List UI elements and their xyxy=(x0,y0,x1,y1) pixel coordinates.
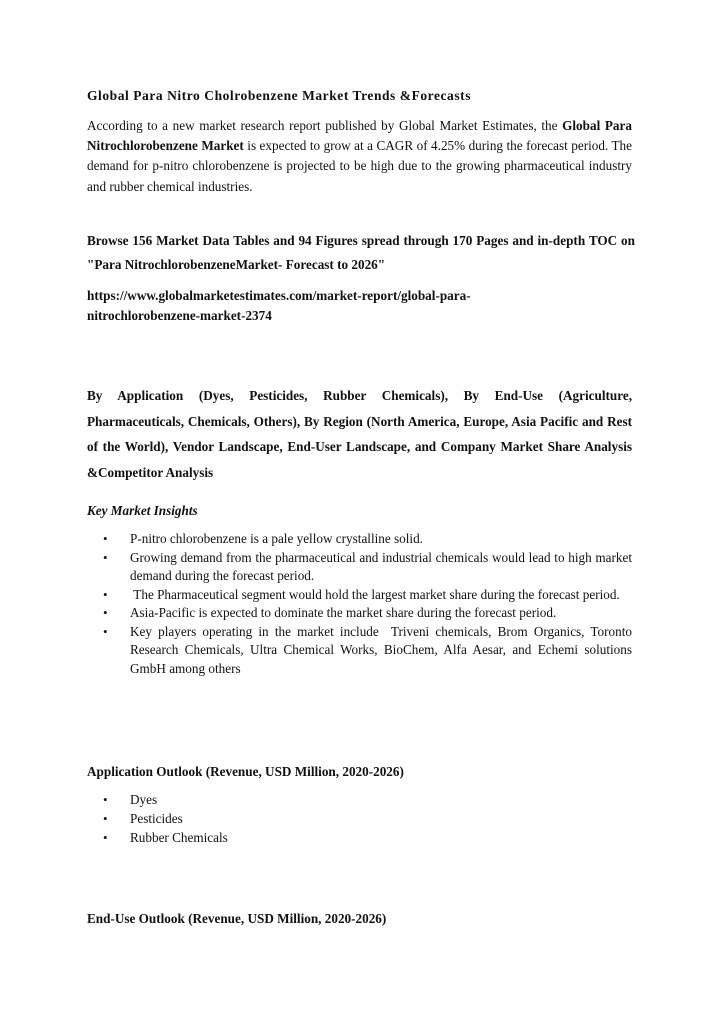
bullet-icon: • xyxy=(103,811,108,826)
list-item xyxy=(87,586,632,605)
application-outlook-list xyxy=(87,790,632,847)
document-title: Global Para Nitro Cholrobenzene Market Trends &Forecasts xyxy=(87,88,472,103)
intro-paragraph xyxy=(87,116,632,197)
list-item xyxy=(87,604,632,623)
bullet-icon: • xyxy=(103,549,108,565)
bullet-icon: • xyxy=(103,605,108,620)
key-insights-list xyxy=(87,530,636,678)
report-url-line-2: nitrochlorobenzene-market-2374 xyxy=(87,308,272,323)
bullet-icon: • xyxy=(103,792,108,807)
list-item xyxy=(87,809,632,828)
enduse-outlook-heading: End-Use Outlook (Revenue, USD Million, 2020-2026) xyxy=(87,911,387,926)
report-url-line-1: https://www.globalmarketestimates.com/market-report/global-para- xyxy=(87,288,471,303)
list-item-text: P-nitro chlorobenzene is a pale yellow crystalline solid. xyxy=(130,531,423,546)
list-item xyxy=(87,828,632,847)
list-item xyxy=(87,623,636,679)
bullet-icon: • xyxy=(103,586,108,602)
bullet-icon: • xyxy=(103,623,108,639)
browse-paragraph: Browse 156 Market Data Tables and 94 Figures spread through 170 Pages and in-depth TOC on "Para NitrochlorobenzeneMarket- Forecast to 2026" xyxy=(87,233,635,272)
bullet-icon: • xyxy=(103,531,108,546)
application-outlook-heading: Application Outlook (Revenue, USD Million, 2020-2026) xyxy=(87,764,404,779)
list-item-text: Growing demand from the pharmaceutical and industrial chemicals would lead to high market demand during the forecast period. xyxy=(130,549,632,583)
list-item xyxy=(87,549,632,586)
bullet-icon: • xyxy=(103,830,108,845)
intro-text-start: According to a new market research report published by Global Market Estimates, the xyxy=(87,118,563,133)
key-insights-heading: Key Market Insights xyxy=(87,503,198,518)
intro-text-end: is expected to grow at a CAGR of 4.25% during the forecast period. The demand for p-nitro chlorobenzene is projected to be high due to the growing pharmaceutical industry and rubber chemical industries. xyxy=(87,138,632,194)
list-item-text: Rubber Chemicals xyxy=(130,830,228,845)
intro-market-name: Global Para Nitrochlorobenzene Market xyxy=(87,118,632,154)
list-item-text: Asia-Pacific is expected to dominate the market share during the forecast period. xyxy=(130,605,557,620)
list-item-text: Pesticides xyxy=(130,811,183,826)
report-url-link[interactable] xyxy=(87,286,632,326)
list-item-text: The Pharmaceutical segment would hold the largest market share during the forecast period. xyxy=(130,586,620,602)
segmentation-paragraph: By Application (Dyes, Pesticides, Rubber Chemicals), By End-Use (Agriculture, Pharmaceuticals, Chemicals, Others), By Region (North America, Europe, Asia Pacific and Rest of the World), Vendor Landscape, End-User Landscape, and Company Market Share Analysis &Competitor Analysis xyxy=(87,388,632,480)
list-item-text: Dyes xyxy=(130,792,158,807)
list-item-text: Key players operating in the market include Triveni chemicals, Brom Organics, Toronto Research Chemicals, Ultra Chemical Works, BioChem, Alfa Aesar, and Echemi solutions GmbH among others xyxy=(130,623,636,676)
list-item xyxy=(87,790,632,809)
list-item xyxy=(87,530,632,549)
